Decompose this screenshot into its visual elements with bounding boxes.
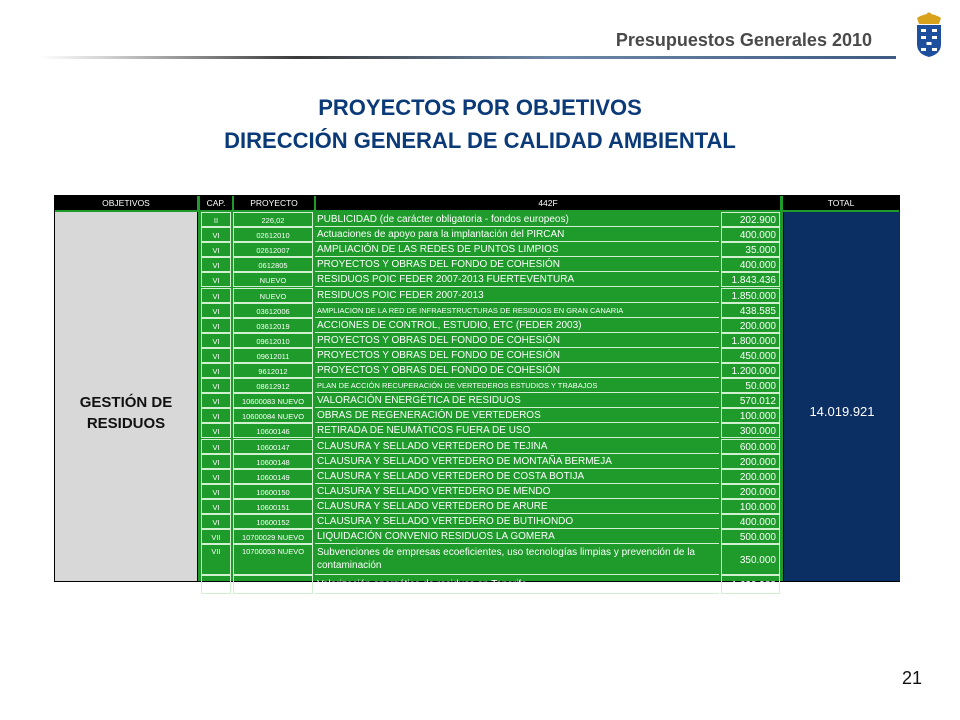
project-code-cell: 02612007 xyxy=(233,242,313,257)
project-code-cell: 226,02 xyxy=(233,212,313,227)
description-cell: AMPLIACION DE LA RED DE INFRAESTRUCTURAS DE RESIDUOS EN GRAN CANARIA xyxy=(315,303,719,318)
column-header-total: TOTAL xyxy=(783,196,899,210)
description-cell: PROYECTOS Y OBRAS DEL FONDO DE COHESIÓN xyxy=(315,333,719,348)
project-code-cell: 09612011 xyxy=(233,348,313,363)
project-code-cell: 10600146 xyxy=(233,423,313,438)
description-cell: RESIDUOS POIC FEDER 2007-2013 FUERTEVENTURA xyxy=(315,272,719,287)
project-code-cell: 10600084 NUEVO xyxy=(233,408,313,423)
amount-cell: 400.000 xyxy=(721,227,780,242)
objective-label-line1: GESTIÓN DE xyxy=(79,394,173,411)
amount-cell: 200.000 xyxy=(721,484,780,499)
amount-cell: 400.000 xyxy=(721,257,780,272)
cap-cell: VI xyxy=(201,423,231,438)
description-cell: RESIDUOS POIC FEDER 2007-2013 xyxy=(315,288,719,303)
amount-cell: 1.843.436 xyxy=(721,272,780,287)
header-divider xyxy=(40,56,896,59)
cap-cell: VII xyxy=(201,544,231,575)
objective-cell xyxy=(55,212,198,581)
description-cell: CLAUSURA Y SELLADO VERTEDERO DE ARURE xyxy=(315,499,719,514)
description-cell: VALORACIÓN ENERGÉTICA DE RESIDUOS xyxy=(315,393,719,408)
description-cell: PROYECTOS Y OBRAS DEL FONDO DE COHESIÓN xyxy=(315,257,719,272)
cap-cell: VI xyxy=(201,227,231,242)
amount-cell: 200.000 xyxy=(721,318,780,333)
amount-cell: 1.850.000 xyxy=(721,288,780,303)
project-code-cell: 10700053 NUEVO xyxy=(233,544,313,575)
project-code-cell: 03712115 xyxy=(233,575,313,594)
cap-cell: VI xyxy=(201,272,231,287)
amount-cell: 500.000 xyxy=(721,529,780,544)
amount-cell: 400.000 xyxy=(721,514,780,529)
description-cell: PLAN DE ACCIÓN RECUPERACIÓN DE VERTEDEROS ESTUDIOS Y TRABAJOS xyxy=(315,378,719,393)
amount-cell: 1.629.988 xyxy=(721,575,780,594)
amount-cell: 450.000 xyxy=(721,348,780,363)
project-code-cell: 10600083 NUEVO xyxy=(233,393,313,408)
cap-cell: VI xyxy=(201,242,231,257)
cap-cell: VI xyxy=(201,393,231,408)
project-code-cell: 03612006 xyxy=(233,303,313,318)
column-header-programa: 442F xyxy=(316,196,780,210)
amount-cell: 1.800.000 xyxy=(721,333,780,348)
description-cell: ACCIONES DE CONTROL, ESTUDIO, ETC (FEDER 2003) xyxy=(315,318,719,333)
amount-cell: 200.000 xyxy=(721,454,780,469)
description-cell: PROYECTOS Y OBRAS DEL FONDO DE COHESIÓN xyxy=(315,363,719,378)
column-header-objetivos: OBJETIVOS xyxy=(55,196,197,210)
objective-label xyxy=(55,392,197,434)
cap-cell: VI xyxy=(201,303,231,318)
cap-cell: VI xyxy=(201,288,231,303)
amount-cell: 35.000 xyxy=(721,242,780,257)
description-cell: CLAUSURA Y SELLADO VERTEDERO DE BUTIHONDO xyxy=(315,514,719,529)
coat-of-arms-logo xyxy=(912,10,946,58)
cap-cell: VI xyxy=(201,318,231,333)
project-code-cell: 10600150 xyxy=(233,484,313,499)
slide-title-line1: PROYECTOS POR OBJETIVOS xyxy=(318,95,642,120)
cap-cell: VI xyxy=(201,514,231,529)
cap-cell: VI xyxy=(201,499,231,514)
total-value: 14.019.921 xyxy=(809,404,875,419)
description-cell: AMPLIACIÓN DE LAS REDES DE PUNTOS LIMPIOS xyxy=(315,242,719,257)
cap-cell: VI xyxy=(201,439,231,454)
total-cell xyxy=(783,212,900,581)
amount-cell: 50.000 xyxy=(721,378,780,393)
description-cell: LIQUIDACIÓN CONVENIO RESIDUOS LA GOMERA xyxy=(315,529,719,544)
cap-cell: VI xyxy=(201,363,231,378)
project-code-cell: 10600149 xyxy=(233,469,313,484)
objective-label-line2: RESIDUOS xyxy=(86,415,166,432)
cap-cell: VI xyxy=(201,348,231,363)
cap-cell: VI xyxy=(201,469,231,484)
description-cell: Valorización energética de residuos en Tenerife xyxy=(315,575,719,594)
cap-cell: VI xyxy=(201,333,231,348)
description-cell: CLAUSURA Y SELLADO VERTEDERO DE COSTA BOTIJA xyxy=(315,469,719,484)
budget-table xyxy=(54,195,900,592)
project-code-cell: 10600147 xyxy=(233,439,313,454)
amount-cell: 1.200.000 xyxy=(721,363,780,378)
description-cell: PUBLICIDAD (de carácter obligatoria - fondos europeos) xyxy=(315,212,719,227)
amount-cell: 300.000 xyxy=(721,423,780,438)
description-cell: CLAUSURA Y SELLADO VERTEDERO DE MONTAÑA BERMEJA xyxy=(315,454,719,469)
project-code-cell: 03612019 xyxy=(233,318,313,333)
amount-cell: 200.000 xyxy=(721,469,780,484)
description-cell: PROYECTOS Y OBRAS DEL FONDO DE COHESIÓN xyxy=(315,348,719,363)
description-cell: RETIRADA DE NEUMÁTICOS FUERA DE USO xyxy=(315,423,719,438)
cap-cell: VI xyxy=(201,484,231,499)
description-cell: CLAUSURA Y SELLADO VERTEDERO DE TEJINA xyxy=(315,439,719,454)
project-code-cell: NUEVO xyxy=(233,272,313,287)
description-cell: Subvenciones de empresas ecoeficientes, uso tecnologías limpias y prevención de la contaminación xyxy=(315,544,719,575)
project-code-cell: 10600151 xyxy=(233,499,313,514)
column-header-cap: CAP. xyxy=(200,196,232,210)
amount-cell: 350.000 xyxy=(721,544,780,575)
project-code-cell: 10700029 NUEVO xyxy=(233,529,313,544)
amount-cell: 600.000 xyxy=(721,439,780,454)
project-code-cell: 09612010 xyxy=(233,333,313,348)
amount-cell: 100.000 xyxy=(721,499,780,514)
cap-cell: VII xyxy=(201,575,231,594)
cap-cell: II xyxy=(201,212,231,227)
project-code-cell: 10600148 xyxy=(233,454,313,469)
project-code-cell: NUEVO xyxy=(233,288,313,303)
cap-cell: VII xyxy=(201,529,231,544)
amount-cell: 100.000 xyxy=(721,408,780,423)
header-title: Presupuestos Generales 2010 xyxy=(615,30,872,50)
slide-title-line2: DIRECCIÓN GENERAL DE CALIDAD AMBIENTAL xyxy=(224,128,736,153)
page-number: 21 xyxy=(901,668,922,688)
project-code-cell: 02612010 xyxy=(233,227,313,242)
column-header-proyecto: PROYECTO xyxy=(234,196,314,210)
cap-cell: VI xyxy=(201,454,231,469)
amount-cell: 202.900 xyxy=(721,212,780,227)
description-cell: Actuaciones de apoyo para la implantación del PIRCAN xyxy=(315,227,719,242)
description-cell: CLAUSURA Y SELLADO VERTEDERO DE MENDO xyxy=(315,484,719,499)
description-cell: OBRAS DE REGENERACIÓN DE VERTEDEROS xyxy=(315,408,719,423)
amount-cell: 438.585 xyxy=(721,303,780,318)
project-code-cell: 08612912 xyxy=(233,378,313,393)
cap-cell: VI xyxy=(201,257,231,272)
project-code-cell: 0612805 xyxy=(233,257,313,272)
cap-cell: VI xyxy=(201,408,231,423)
project-code-cell: 9612012 xyxy=(233,363,313,378)
amount-cell: 570.012 xyxy=(721,393,780,408)
cap-cell: VI xyxy=(201,378,231,393)
project-code-cell: 10600152 xyxy=(233,514,313,529)
